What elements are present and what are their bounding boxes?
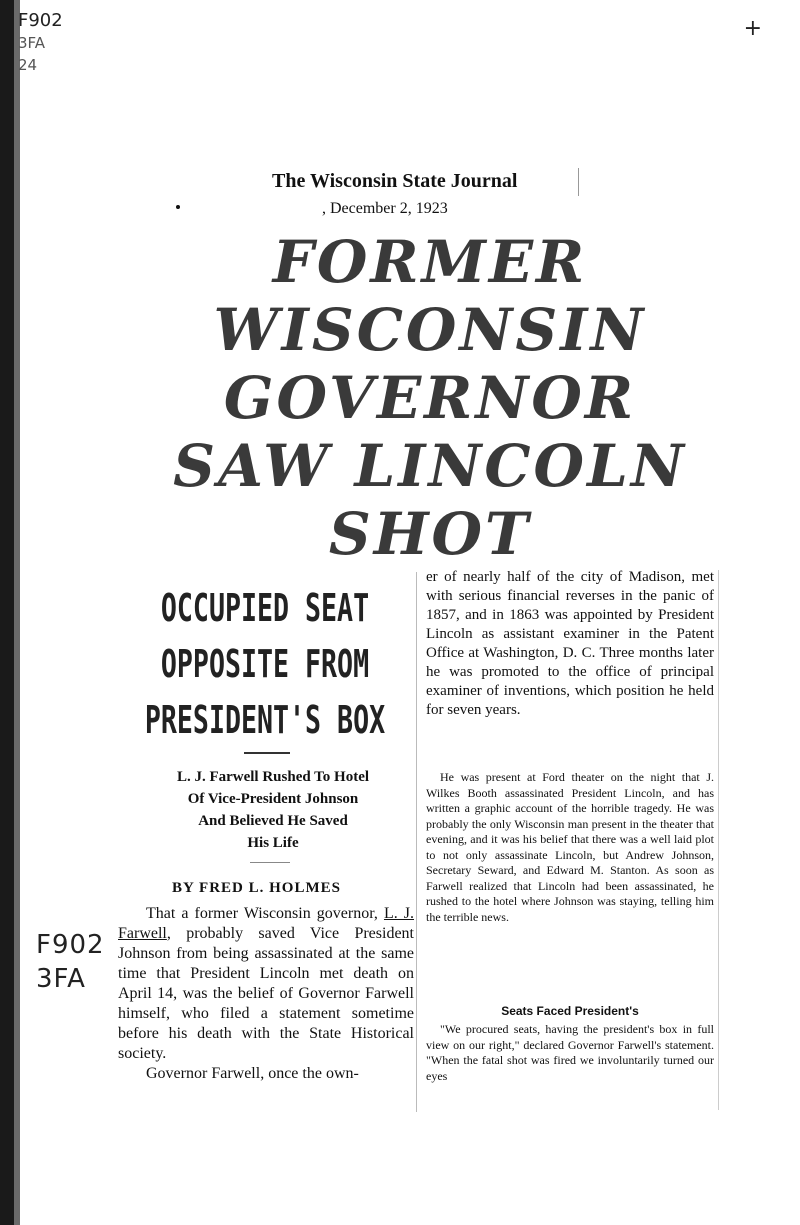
- section-divider: [244, 752, 290, 754]
- handwritten-margin-note: [36, 928, 105, 996]
- margin-note-line-1: F902: [36, 930, 105, 960]
- headline-line: SHOT: [328, 500, 532, 568]
- scan-edge-shadow: [0, 0, 14, 1225]
- deck-line: Of Vice-President Johnson: [187, 791, 359, 807]
- headline-line: GOVERNOR: [223, 364, 637, 432]
- article-paragraph: "We procured seats, having the president's box in full view on our right," declared Governor Farwell's statement. "When the fatal shot was fired we involuntarily turned our eyes: [426, 1022, 714, 1083]
- article-paragraph: [118, 904, 414, 1064]
- margin-note-line-2: 3FA: [36, 964, 86, 994]
- deck-headline: [128, 766, 418, 854]
- dateline: , December 2, 1923: [322, 200, 448, 217]
- main-headline: [150, 228, 710, 568]
- article-paragraph: He was present at Ford theater on the night that J. Wilkes Booth assassinated President Lincoln, and has written a graphic account of the horrible tragedy. He was probably the only Wisconsin man present in the theater that evening, and it was his belief that there was a well laid plot to not only assassinate Lincoln, but Andrew Johnson, Secretary Seward, and Edward M. Stanton. As soon as Farwell realized that Lincoln had been assassinated, he rushed to the hotel where Johnson was staying, telling him the terrible news.: [426, 770, 714, 924]
- handwritten-line-1: F902: [18, 10, 63, 31]
- scan-edge-gray: [14, 0, 20, 1225]
- column-edge-rule: [718, 570, 719, 1110]
- handwritten-catalog-number: [18, 10, 63, 76]
- handwritten-line-2: 3FA: [18, 34, 46, 52]
- paragraph-text: , probably saved Vice President Johnson from being assassinated at the same time that President Lincoln met death on April 14, was the belief of Governor Farwell himself, who filed a statement sometime before his death with the State Historical society.: [118, 925, 414, 1062]
- subhead-line: OCCUPIED SEAT: [160, 586, 370, 630]
- subhead-line: PRESIDENT'S BOX: [144, 698, 386, 742]
- headline-line: FORMER: [272, 228, 588, 296]
- masthead-rule: [578, 168, 579, 196]
- article-paragraph: er of nearly half of the city of Madison, met with serious financial reverses in the panic of 1857, and in 1863 was appointed by President Lincoln as assistant examiner in the Patent Office at Washington, D. C. Three months later he was promoted to the office of principal examiner of inventions, which position he held for seven years.: [426, 569, 714, 718]
- crosshead: Seats Faced President's: [501, 1004, 639, 1018]
- stray-dot: [176, 205, 180, 209]
- headline-line: WISCONSIN: [213, 296, 647, 364]
- deck-line: His Life: [247, 835, 299, 851]
- article-column-left: [118, 904, 414, 1084]
- byline: BY FRED L. HOLMES: [172, 880, 341, 896]
- deck-line: L. J. Farwell Rushed To Hotel: [176, 769, 370, 785]
- article-column-right-lead: [426, 568, 714, 720]
- deck-line: And Believed He Saved: [198, 813, 348, 829]
- article-column-right-quote: [426, 1022, 714, 1084]
- column-divider: [416, 572, 417, 1112]
- handwritten-plus-mark: +: [743, 16, 762, 41]
- deck-divider: [250, 862, 290, 863]
- headline-line: SAW LINCOLN: [173, 432, 687, 500]
- article-paragraph: Governor Farwell, once the own-: [146, 1065, 359, 1082]
- subhead-line: OPPOSITE FROM: [160, 642, 370, 686]
- underlined-name: L. J. Farwell: [118, 905, 415, 942]
- article-column-right-body: [426, 770, 714, 925]
- handwritten-line-3: 24: [18, 56, 38, 74]
- subheadline: [118, 580, 412, 748]
- paragraph-text: That a former Wisconsin governor,: [146, 905, 384, 922]
- masthead: The Wisconsin State Journal: [272, 170, 518, 192]
